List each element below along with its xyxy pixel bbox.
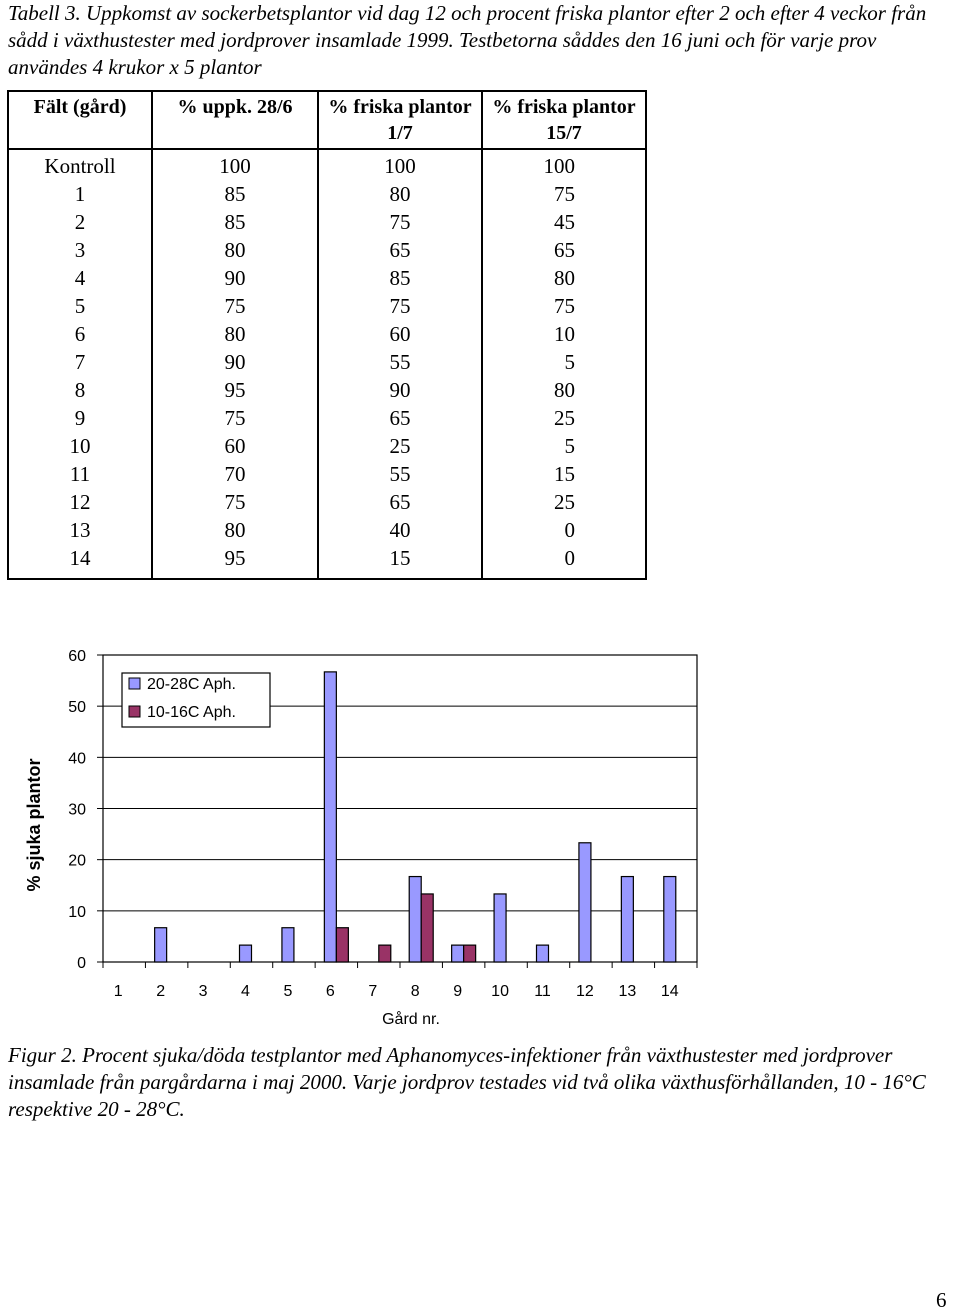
table-cell: 75 — [482, 292, 646, 320]
y-tick-label: 0 — [77, 955, 86, 972]
table-row — [8, 264, 646, 292]
x-tick-label: 11 — [534, 983, 551, 1000]
x-tick-label: 2 — [156, 983, 166, 1000]
table-cell: 65 — [318, 488, 482, 516]
table-cell: 85 — [152, 180, 318, 208]
table-cell: 45 — [482, 208, 646, 236]
bar-series-0 — [452, 945, 464, 962]
table-cell: 55 — [318, 348, 482, 376]
table-cell: 65 — [318, 404, 482, 432]
table-cell: 80 — [482, 264, 646, 292]
x-tick-label: 4 — [241, 983, 250, 1000]
table-cell: 15 — [482, 460, 646, 488]
legend-label: 10-16C Aph. — [147, 704, 236, 721]
table-cell: 95 — [152, 544, 318, 579]
table-cell: 15 — [318, 544, 482, 579]
x-tick-label: 13 — [618, 983, 637, 1000]
table-cell: 80 — [152, 320, 318, 348]
column-header: % friska plantor 1/7 — [318, 91, 482, 149]
x-tick-label: 10 — [491, 983, 509, 1000]
table-cell: 0 — [482, 544, 646, 579]
bar-series-0 — [282, 928, 294, 962]
table-cell: 85 — [152, 208, 318, 236]
table-cell: 100 — [482, 149, 646, 180]
table-cell: 75 — [152, 404, 318, 432]
x-tick-label: 8 — [410, 983, 420, 1000]
table-cell: 5 — [482, 348, 646, 376]
x-tick-label: 1 — [113, 983, 123, 1000]
table-cell: 65 — [318, 236, 482, 264]
y-tick-label: 30 — [68, 801, 86, 819]
table-header-row — [8, 91, 646, 149]
table-cell: 5 — [482, 432, 646, 460]
table-cell: 10 — [8, 432, 152, 460]
table-cell: 60 — [318, 320, 482, 348]
x-tick-label: 9 — [453, 983, 463, 1000]
data-table — [7, 90, 647, 580]
table-cell: 9 — [8, 404, 152, 432]
bar-series-0 — [579, 843, 591, 962]
table-cell: 2 — [8, 208, 152, 236]
table-caption: Tabell 3. Uppkomst av sockerbetsplantor vid dag 12 och procent friska plantor efter 2 och efter 4 veckor från sådd i växthustester med jordprover insamlade 1999. Testbetorna såddes den 16 juni och för varje prov användes 4 krukor x 5 plantor — [8, 1, 927, 79]
x-tick-label: 6 — [325, 983, 335, 1000]
chart-legend — [122, 673, 270, 727]
table-cell: 0 — [482, 516, 646, 544]
table-cell: 75 — [318, 208, 482, 236]
y-tick-label: 50 — [68, 699, 86, 717]
table-row — [8, 516, 646, 544]
legend-swatch — [129, 706, 140, 717]
table-cell: 25 — [482, 488, 646, 516]
table-cell: 10 — [482, 320, 646, 348]
y-tick-label: 60 — [68, 648, 86, 665]
bar-series-0 — [155, 928, 167, 962]
x-tick-label: 3 — [198, 983, 208, 1000]
legend-swatch — [129, 678, 140, 689]
x-tick-label: 12 — [576, 983, 594, 1000]
table-row — [8, 292, 646, 320]
table-cell: 6 — [8, 320, 152, 348]
table-body — [8, 149, 646, 579]
table-row — [8, 460, 646, 488]
table-cell: 80 — [152, 516, 318, 544]
x-tick-label: 14 — [660, 983, 679, 1000]
table-cell: 80 — [318, 180, 482, 208]
table-cell: 80 — [152, 236, 318, 264]
table-cell: 3 — [8, 236, 152, 264]
legend-label: 20-28C Aph. — [147, 676, 236, 693]
table-cell: 95 — [152, 376, 318, 404]
table-cell: 100 — [152, 149, 318, 180]
bar-series-1 — [379, 945, 391, 962]
table-row — [8, 432, 646, 460]
bar-series-0 — [240, 945, 252, 962]
bar-series-0 — [494, 894, 506, 962]
bar-series-0 — [324, 672, 336, 962]
table-cell: 40 — [318, 516, 482, 544]
bar-chart — [0, 630, 960, 1030]
y-axis-label: % sjuka plantor — [24, 758, 44, 892]
bar-series-0 — [537, 945, 549, 962]
table-cell: 25 — [318, 432, 482, 460]
bar-series-0 — [621, 877, 633, 962]
table-row — [8, 180, 646, 208]
table-cell: 4 — [8, 264, 152, 292]
table-cell: 25 — [482, 404, 646, 432]
y-tick-label: 10 — [68, 903, 86, 921]
table-cell: 75 — [318, 292, 482, 320]
table-cell: 5 — [8, 292, 152, 320]
table-cell: 65 — [482, 236, 646, 264]
table-cell: 14 — [8, 544, 152, 579]
table-cell: 60 — [152, 432, 318, 460]
bar-series-1 — [336, 928, 348, 962]
table-cell: 55 — [318, 460, 482, 488]
table-cell: 85 — [318, 264, 482, 292]
column-header: % friska plantor 15/7 — [482, 91, 646, 149]
table-cell: 90 — [318, 376, 482, 404]
table-row — [8, 208, 646, 236]
column-header: Fält (gård) — [8, 91, 152, 149]
table-cell: Kontroll — [8, 149, 152, 180]
table-row — [8, 236, 646, 264]
table-cell: 12 — [8, 488, 152, 516]
table-row — [8, 488, 646, 516]
table-cell: 13 — [8, 516, 152, 544]
y-tick-label: 20 — [68, 852, 86, 870]
table-row — [8, 404, 646, 432]
table-row — [8, 320, 646, 348]
table-cell: 7 — [8, 348, 152, 376]
table-cell: 75 — [152, 292, 318, 320]
table-row — [8, 149, 646, 180]
table-row — [8, 348, 646, 376]
table-cell: 70 — [152, 460, 318, 488]
table-cell: 100 — [318, 149, 482, 180]
table-row — [8, 544, 646, 579]
table-cell: 75 — [152, 488, 318, 516]
x-tick-label: 7 — [368, 983, 378, 1000]
y-tick-label: 40 — [68, 750, 86, 768]
bar-series-0 — [409, 877, 421, 962]
table-cell: 90 — [152, 348, 318, 376]
bar-series-1 — [421, 894, 433, 962]
table-cell: 90 — [152, 264, 318, 292]
x-tick-label: 5 — [283, 983, 293, 1000]
table-cell: 1 — [8, 180, 152, 208]
table-cell: 11 — [8, 460, 152, 488]
bar-series-0 — [664, 877, 676, 962]
figure-caption: Figur 2. Procent sjuka/döda testplantor med Aphanomyces-infektioner från växthustester med jordprover insamlade från pargårdarna i maj 2000. Varje jordprov testades vid två olika växthusförhållanden, 10 - 16°C respektive 20 - 28°C. — [8, 1043, 926, 1121]
column-header: % uppk. 28/6 — [152, 91, 318, 149]
table-cell: 75 — [482, 180, 646, 208]
page-number: 6 — [936, 1288, 947, 1312]
table-row — [8, 376, 646, 404]
table-cell: 80 — [482, 376, 646, 404]
bar-series-1 — [464, 945, 476, 962]
x-axis-label: Gård nr. — [382, 1011, 440, 1028]
table-cell: 8 — [8, 376, 152, 404]
